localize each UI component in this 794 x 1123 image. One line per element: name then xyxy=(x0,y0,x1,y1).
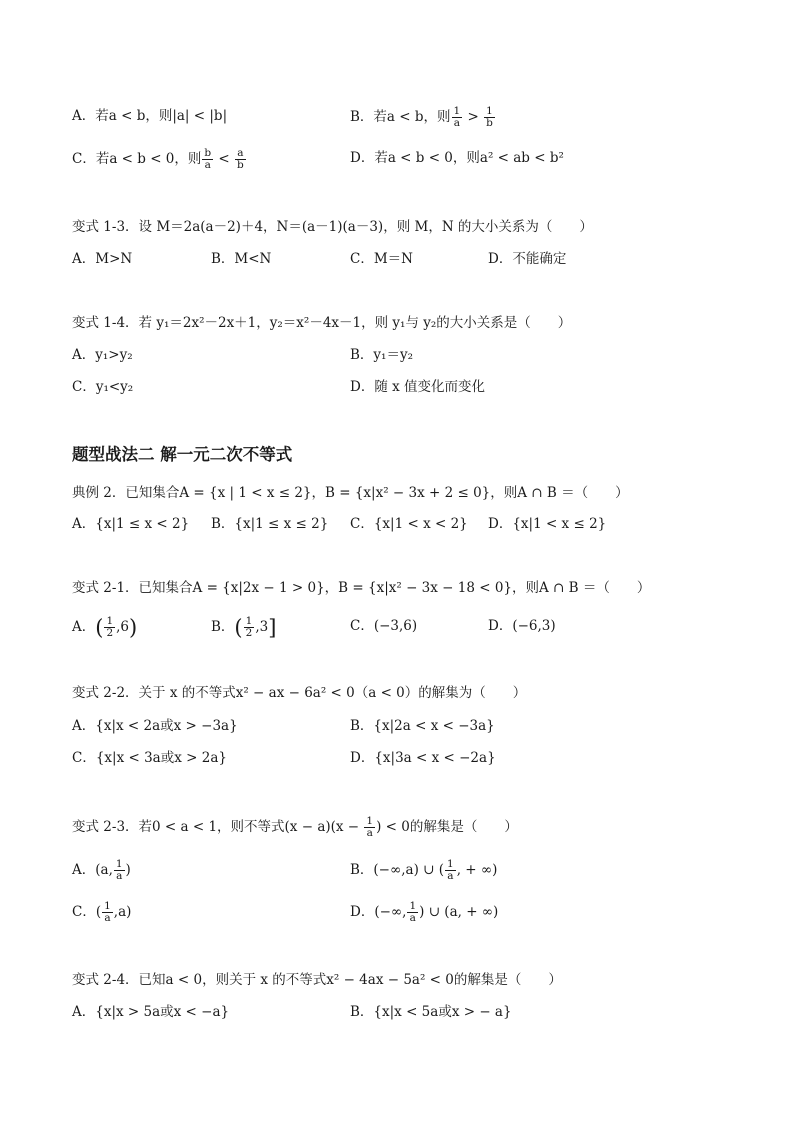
q2-stem: 典例 2．已知集合A = {x | 1 < x ≤ 2}，B = {x|x² − 3x + 2 ≤ 0}，则A ∩ B ＝（ ） xyxy=(72,485,629,501)
numerator: 1 xyxy=(115,858,123,870)
denominator: a xyxy=(447,870,454,882)
q21-option-a xyxy=(72,615,138,640)
q1-option-d: D．若a < b < 0，则a² < ab < b² xyxy=(350,150,564,166)
q2-option-b: B．{x|1 ≤ x ≤ 2} xyxy=(211,516,329,532)
denominator: 2 xyxy=(245,627,253,639)
option-text: A．(a, xyxy=(72,862,113,878)
paren: ] xyxy=(268,615,277,640)
q2-option-d: D．{x|1 < x ≤ 2} xyxy=(488,516,607,532)
interval-end: ,6 xyxy=(116,619,130,635)
q13-option-a: A．M>N xyxy=(72,251,133,267)
option-letter: B． xyxy=(211,619,235,635)
q14-option-b: B．y₁＝y₂ xyxy=(350,347,413,363)
option-text-end: ) ∪ (a, + ∞) xyxy=(419,904,499,920)
interval-end: ,3 xyxy=(255,619,269,635)
q23-stem xyxy=(72,815,518,839)
denominator: b xyxy=(486,117,493,129)
fraction xyxy=(364,816,375,839)
option-text: B．(−∞,a) ∪ ( xyxy=(350,862,445,878)
q21-option-d: D．(−6,3) xyxy=(488,618,556,634)
q13-option-b: B．M<N xyxy=(211,251,272,267)
numerator: 1 xyxy=(106,615,114,627)
paren: ( xyxy=(95,615,104,640)
section-title: 题型战法二 解一元二次不等式 xyxy=(72,445,293,464)
fraction xyxy=(445,859,456,882)
paren: ( xyxy=(234,615,243,640)
q23-option-a xyxy=(72,858,131,882)
option-text-end: ,a) xyxy=(113,904,132,920)
numerator: 1 xyxy=(447,858,454,870)
option-text: C．( xyxy=(72,904,102,920)
q1-option-a: A．若a < b，则|a| < |b| xyxy=(72,108,228,124)
q13-option-c: C．M＝N xyxy=(350,251,413,267)
numerator: a xyxy=(235,148,246,160)
paren: ) xyxy=(129,615,138,640)
fraction xyxy=(244,616,255,639)
q24-stem: 变式 2-4．已知a < 0，则关于 x 的不等式x² − 4ax − 5a² < 0的解集是（ ） xyxy=(72,972,562,988)
q23-option-c xyxy=(72,900,132,924)
numerator: 1 xyxy=(484,106,495,118)
fraction xyxy=(484,106,495,129)
denominator: a xyxy=(116,870,123,882)
option-text: D．(−∞, xyxy=(350,904,407,920)
q22-option-a: A．{x|x < 2a或x > −3a} xyxy=(72,718,238,734)
denominator: a xyxy=(409,912,416,924)
numerator: 1 xyxy=(453,105,461,117)
q1-option-c-text: C．若a < b < 0，则 xyxy=(72,151,202,167)
fraction xyxy=(104,616,115,639)
q23-stem-end: ) < 0的解集是（ ） xyxy=(376,819,518,835)
q21-stem: 变式 2-1．已知集合A = {x|2x − 1 > 0}，B = {x|x² − 3x − 18 < 0}，则A ∩ B ＝（ ） xyxy=(72,580,651,596)
fraction xyxy=(114,859,125,882)
q23-option-b xyxy=(350,858,498,882)
numerator: 1 xyxy=(245,615,253,627)
q2-option-a: A．{x|1 ≤ x < 2} xyxy=(72,516,190,532)
q1-option-b xyxy=(350,105,496,129)
q14-option-c: C．y₁<y₂ xyxy=(72,379,134,395)
operator: < xyxy=(214,151,235,167)
q21-option-b xyxy=(211,615,277,640)
denominator: a xyxy=(204,159,211,171)
denominator: a xyxy=(366,827,373,839)
denominator: b xyxy=(237,159,244,171)
denominator: a xyxy=(104,912,111,924)
q23-stem-text: 变式 2-3．若0 < a < 1，则不等式(x − a)(x − xyxy=(72,819,364,835)
q14-option-d: D．随 x 值变化而变化 xyxy=(350,379,486,395)
fraction xyxy=(202,148,213,171)
option-letter: A． xyxy=(72,619,96,635)
fraction xyxy=(452,106,463,129)
operator: > xyxy=(463,109,484,125)
q1-option-c xyxy=(72,147,247,171)
q24-option-b: B．{x|x < 5a或x > − a} xyxy=(350,1004,512,1020)
q14-option-a: A．y₁>y₂ xyxy=(72,347,133,363)
numerator: 1 xyxy=(366,815,374,827)
q22-option-c: C．{x|x < 3a或x > 2a} xyxy=(72,750,227,766)
fraction xyxy=(102,901,113,924)
numerator: 1 xyxy=(104,900,111,912)
q22-stem: 变式 2-2．关于 x 的不等式x² − ax − 6a² < 0（a < 0）的解集为（ ） xyxy=(72,685,527,701)
fraction xyxy=(235,148,246,171)
numerator: b xyxy=(204,147,212,159)
q22-option-b: B．{x|2a < x < −3a} xyxy=(350,718,495,734)
q13-option-d: D．不能确定 xyxy=(488,251,567,267)
denominator: a xyxy=(453,117,460,129)
q13-stem: 变式 1-3．设 M＝2a(a－2)＋4，N＝(a－1)(a－3)，则 M，N 的大小关系为（ ） xyxy=(72,219,593,235)
fraction xyxy=(407,901,418,924)
q2-option-c: C．{x|1 < x < 2} xyxy=(350,516,468,532)
numerator: 1 xyxy=(409,900,417,912)
option-text-end: ) xyxy=(125,862,131,878)
q24-option-a: A．{x|x > 5a或x < −a} xyxy=(72,1004,230,1020)
q21-option-c: C．(−3,6) xyxy=(350,618,418,634)
option-text-end: , + ∞) xyxy=(456,862,498,878)
denominator: 2 xyxy=(106,627,114,639)
q1-option-b-text: B．若a < b，则 xyxy=(350,109,451,125)
q14-stem: 变式 1-4．若 y₁＝2x²－2x＋1，y₂＝x²－4x－1，则 y₁与 y₂的大小关系是（ ） xyxy=(72,315,572,331)
q23-option-d xyxy=(350,900,499,924)
q22-option-d: D．{x|3a < x < −2a} xyxy=(350,750,496,766)
